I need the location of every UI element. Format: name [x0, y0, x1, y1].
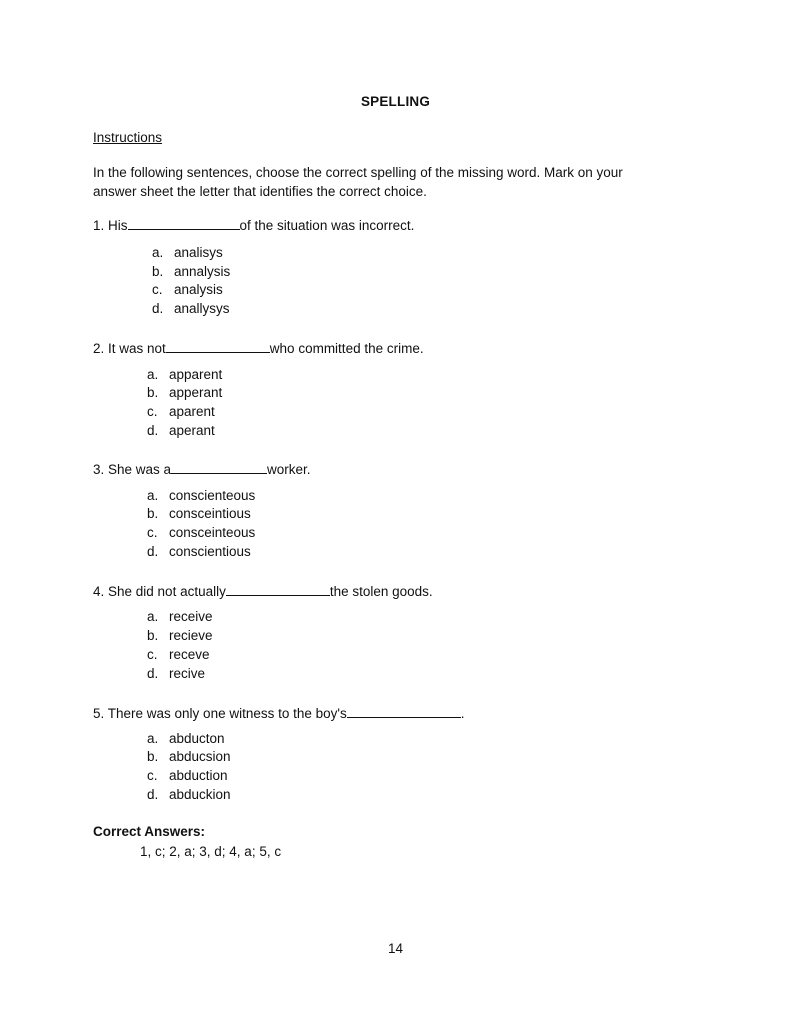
option-letter: b.	[147, 385, 159, 400]
option-text: conscienteous	[169, 488, 256, 503]
option-5b	[147, 749, 231, 764]
answer-blank	[171, 460, 267, 474]
option-letter: b.	[147, 506, 159, 521]
question-text-after: of the situation was incorrect.	[239, 218, 415, 233]
question-text-after: worker.	[267, 462, 311, 477]
option-4c	[147, 647, 210, 662]
option-text: abduckion	[169, 787, 231, 802]
option-letter: a.	[147, 731, 159, 746]
option-5a	[147, 731, 225, 746]
option-5c	[147, 768, 228, 783]
option-text: anallysys	[174, 301, 230, 316]
instructions-text	[93, 163, 693, 201]
option-letter: d.	[147, 666, 159, 681]
option-letter: c.	[152, 282, 163, 297]
option-1d	[152, 301, 230, 316]
option-1c	[152, 282, 223, 297]
option-text: abducton	[169, 731, 225, 746]
option-letter: a.	[147, 609, 159, 624]
option-3c	[147, 525, 255, 540]
option-letter: d.	[147, 544, 159, 559]
question-text-before: 4. She did not actually	[93, 584, 226, 599]
option-text: apperant	[169, 385, 223, 400]
option-text: recive	[169, 666, 206, 681]
question-text-before: 5. There was only one witness to the boy's	[93, 706, 347, 721]
option-4d	[147, 666, 205, 681]
option-1a	[152, 245, 223, 260]
option-letter: b.	[147, 628, 159, 643]
option-2b	[147, 385, 222, 400]
option-3d	[147, 544, 251, 559]
option-2d	[147, 423, 215, 438]
page-number: 14	[387, 941, 404, 956]
option-4a	[147, 609, 213, 624]
option-text: aperant	[169, 423, 215, 438]
instructions-heading: Instructions	[93, 130, 163, 145]
option-text: abducsion	[169, 749, 231, 764]
question-2	[93, 339, 424, 356]
page-title: SPELLING	[360, 94, 431, 109]
option-text: recieve	[169, 628, 213, 643]
option-text: aparent	[169, 404, 215, 419]
option-2c	[147, 404, 215, 419]
option-text: analisys	[174, 245, 223, 260]
option-3a	[147, 488, 255, 503]
question-5	[93, 704, 464, 721]
option-letter: b.	[152, 264, 164, 279]
option-letter: a.	[152, 245, 164, 260]
option-2a	[147, 367, 222, 382]
option-text: consceinteous	[169, 525, 256, 540]
option-letter: a.	[147, 488, 159, 503]
option-letter: a.	[147, 367, 159, 382]
answer-blank	[166, 339, 270, 353]
question-text-before: 3. She was a	[93, 462, 172, 477]
option-text: receve	[169, 647, 210, 662]
answers-heading: Correct Answers:	[93, 824, 206, 839]
instructions-line: In the following sentences, choose the correct spelling of the missing word. Mark on your	[93, 165, 623, 180]
option-text: apparent	[169, 367, 223, 382]
option-letter: c.	[147, 768, 158, 783]
option-text: conscientious	[169, 544, 251, 559]
question-text-before: 1. His	[93, 218, 128, 233]
answer-blank	[128, 216, 240, 230]
answers-text: 1, c; 2, a; 3, d; 4, a; 5, c	[140, 844, 282, 859]
option-text: analysis	[174, 282, 223, 297]
answer-blank	[226, 582, 330, 596]
option-letter: c.	[147, 404, 158, 419]
option-text: consceintious	[169, 506, 251, 521]
question-1	[93, 216, 414, 233]
option-1b	[152, 264, 230, 279]
option-text: receive	[169, 609, 213, 624]
option-3b	[147, 506, 251, 521]
question-text-before: 2. It was not	[93, 341, 166, 356]
option-letter: d.	[147, 423, 159, 438]
option-letter: c.	[147, 525, 158, 540]
question-4	[93, 582, 433, 599]
option-text: annalysis	[174, 264, 231, 279]
answer-blank	[347, 704, 461, 718]
instructions-line: answer sheet the letter that identifies the correct choice.	[93, 184, 427, 199]
question-3	[93, 460, 311, 477]
question-text-after: who committed the crime.	[269, 341, 424, 356]
question-text-after: .	[460, 706, 465, 721]
option-letter: d.	[147, 787, 159, 802]
option-letter: b.	[147, 749, 159, 764]
option-5d	[147, 787, 231, 802]
option-text: abduction	[169, 768, 228, 783]
option-letter: d.	[152, 301, 164, 316]
option-4b	[147, 628, 213, 643]
option-letter: c.	[147, 647, 158, 662]
question-text-after: the stolen goods.	[329, 584, 433, 599]
